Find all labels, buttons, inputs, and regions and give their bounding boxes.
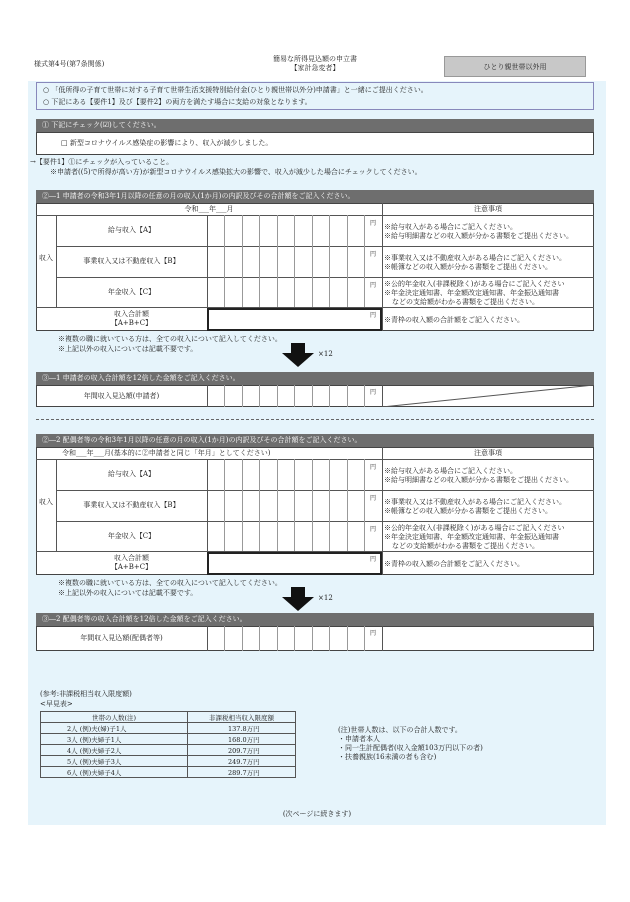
s21-side-label: 収入 — [39, 254, 53, 262]
down-arrow-2-stem — [291, 587, 305, 597]
s22-row-business-label: 事業収入又は不動産収入【B】 — [83, 501, 180, 509]
s22-month-header: 令和___年___月(基本的に②申請者と同じ「年月」としてください) — [62, 449, 271, 457]
section2-1-bar: ②―1 申請者の令和3年1月以降の任意の月の収入(1か月)の内訳及びその合計額をご記入ください。 — [36, 190, 594, 203]
requirement1-detail: ※申請者((5)で所得が高い方)が新型コロナウイルス感染拡大の影響で、収入が減少した場合にチェックしてください。 — [50, 168, 422, 176]
reference-table — [40, 711, 296, 778]
section3-1-bar: ③―1 申請者の収入合計額を12倍した金額をご記入ください。 — [36, 372, 594, 385]
ref-header-limit: 非課税相当収入限度額 — [188, 712, 296, 723]
reference-subtitle: <早見表> — [40, 700, 73, 708]
title-line-1: 簡易な所得見込額の申立書 — [273, 55, 357, 63]
s21-foot-2: ※上記以外の収入については記載不要です。 — [58, 345, 198, 353]
s22-notes-header: 注意事項 — [474, 449, 502, 457]
s31-label: 年間収入見込額(申請者) — [83, 392, 160, 400]
dashed-separator — [36, 419, 594, 420]
s31-annual-input[interactable] — [207, 385, 382, 407]
s21-row-pension-label: 年金収入【C】 — [107, 288, 156, 296]
ref-note-3: ・同一生計配偶者(収入金額103万円以下の者) — [338, 744, 483, 752]
s22-total-label-2: 【A+B+C】 — [110, 563, 153, 571]
s22-foot-2: ※上記以外の収入については記載不要です。 — [58, 589, 198, 597]
s21-row-business-label: 事業収入又は不動産収入【B】 — [83, 257, 180, 265]
reference-notes — [338, 726, 483, 762]
top-note-2: ○ 下記にある【要件1】及び【要件2】の両方を満たす場合に支給の対象となります。 — [43, 98, 312, 106]
s21-times-12: ×12 — [318, 350, 333, 358]
s21-month-header: 令和___年___月 — [184, 205, 234, 213]
top-note-1: ○ 「低所得の子育て世帯に対する子育て世帯生活支援特別給付金(ひとり親世帯以外分)申請書」と一緒にご提出ください。 — [43, 86, 428, 94]
ref-note-4: ・扶養親族(16未満の者も含む) — [338, 753, 437, 761]
s21-yen-business: 円 — [370, 251, 377, 258]
s21-row-salary-label: 給与収入【A】 — [107, 226, 156, 234]
continued-footer: (次ページに続きます) — [282, 810, 352, 818]
down-arrow-1-icon — [282, 353, 314, 367]
section1-check-box — [36, 132, 594, 155]
s22-note-pension: ※公的年金収入(非課税除く)がある場合にご記入ください ※年金決定通知書、年金額改定通知書、年金振込通知書 などの支給額がわかる書類をご提出ください。 — [384, 524, 565, 550]
s22-total-label-1: 収入合計額 — [114, 554, 149, 562]
s22-times-12: ×12 — [318, 594, 333, 602]
ref-cell: 137.8万円 — [188, 723, 296, 734]
ref-note-1: (注)世帯人数は、以下の合計人数です。 — [338, 726, 462, 734]
s21-notes-header: 注意事項 — [474, 205, 502, 213]
s32-annual-input[interactable] — [207, 626, 382, 651]
s21-total-label-1: 収入合計額 — [114, 310, 149, 318]
s22-row-salary-label: 給与収入【A】 — [107, 470, 156, 478]
s22-foot-1: ※複数の職に就いている方は、全ての収入について記入してください。 — [58, 579, 282, 587]
table-row — [41, 756, 296, 767]
s31-diagonal-line — [382, 385, 594, 407]
table-row — [41, 745, 296, 756]
s22-side-label: 収入 — [39, 498, 53, 506]
table-row — [41, 767, 296, 778]
top-notes-box — [36, 82, 594, 110]
ref-cell: 3人 (例)夫婦子1人 — [41, 734, 188, 745]
s21-foot-1: ※複数の職に就いている方は、全ての収入について記入してください。 — [58, 335, 282, 343]
section2-2-bar: ②―2 配偶者等の令和3年1月以降の任意の月の収入(1か月)の内訳及びその合計額をご記入ください。 — [36, 434, 594, 447]
s22-yen-business: 円 — [370, 495, 377, 502]
s21-note-business: ※事業収入又は不動産収入がある場合にご記入ください。 ※帳簿などの収入額が分かる書類をご提出ください。 — [384, 254, 566, 271]
ref-cell: 6人 (例)夫婦子4人 — [41, 767, 188, 778]
down-arrow-1-stem — [291, 343, 305, 353]
section1-bar: ① 下記にチェック(☑)してください。 — [36, 119, 594, 132]
household-type-badge: ひとり親世帯以外用 — [444, 56, 586, 77]
s31-yen: 円 — [370, 389, 377, 396]
s21-yen-total: 円 — [370, 312, 377, 319]
s22-total-input[interactable] — [207, 552, 382, 575]
table-row — [41, 734, 296, 745]
ref-cell: 289.7万円 — [188, 767, 296, 778]
s21-yen-pension: 円 — [370, 282, 377, 289]
section3-2-bar: ③―2 配偶者等の収入合計額を12倍した金額をご記入ください。 — [36, 613, 594, 626]
s21-note-pension: ※公的年金収入(非課税除く)がある場合にご記入ください ※年金決定通知書、年金額改定通知書、年金振込通知書 などの支給額がわかる書類をご提出ください。 — [384, 280, 565, 306]
s22-note-business: ※事業収入又は不動産収入がある場合にご記入ください。 ※帳簿などの収入額が分かる書類をご提出ください。 — [384, 498, 566, 515]
s21-yen-salary: 円 — [370, 220, 377, 227]
table-row — [41, 712, 296, 723]
ref-cell: 5人 (例)夫婦子3人 — [41, 756, 188, 767]
s22-note-salary: ※給与収入がある場合にご記入ください。 ※給与明細書などの収入額が分かる書類をご提出ください。 — [384, 467, 573, 484]
s22-yen-salary: 円 — [370, 464, 377, 471]
s22-row-pension-label: 年金収入【C】 — [107, 532, 156, 540]
reference-title: (参考:非課税相当収入限度額) — [40, 690, 132, 698]
ref-cell: 209.7万円 — [188, 745, 296, 756]
s21-note-salary: ※給与収入がある場合にご記入ください。 ※給与明細書などの収入額が分かる書類をご提出ください。 — [384, 223, 573, 240]
s21-total-label — [56, 310, 207, 328]
ref-cell: 2人 (例)夫(婦)子1人 — [41, 723, 188, 734]
s32-label: 年間収入見込額(配偶者等) — [80, 634, 163, 642]
ref-note-2: ・申請者本人 — [338, 735, 380, 743]
s32-yen: 円 — [370, 630, 377, 637]
s22-note-total: ※青枠の収入額の合計額をご記入ください。 — [384, 560, 524, 568]
ref-header-household: 世帯の人数(注) — [41, 712, 188, 723]
s21-note-total: ※青枠の収入額の合計額をご記入ください。 — [384, 316, 524, 324]
s22-total-label — [56, 554, 207, 572]
form-number: 様式第4号(第7条関係) — [34, 60, 105, 68]
covid-checkbox[interactable]: □ 新型コロナウイルス感染症の影響により、収入が減少しました。 — [61, 139, 273, 147]
ref-cell: 4人 (例)夫婦子2人 — [41, 745, 188, 756]
down-arrow-2-icon — [282, 597, 314, 611]
ref-cell: 249.7万円 — [188, 756, 296, 767]
document-title — [240, 55, 390, 73]
table-row — [41, 723, 296, 734]
title-line-2: 【家計急変者】 — [290, 64, 340, 72]
s22-yen-pension: 円 — [370, 526, 377, 533]
s21-total-input[interactable] — [207, 308, 382, 331]
s21-total-label-2: 【A+B+C】 — [110, 319, 153, 327]
s22-yen-total: 円 — [370, 556, 377, 563]
requirement1-note: →【要件1】①にチェックが入っていること。 — [30, 158, 174, 166]
ref-cell: 168.0万円 — [188, 734, 296, 745]
